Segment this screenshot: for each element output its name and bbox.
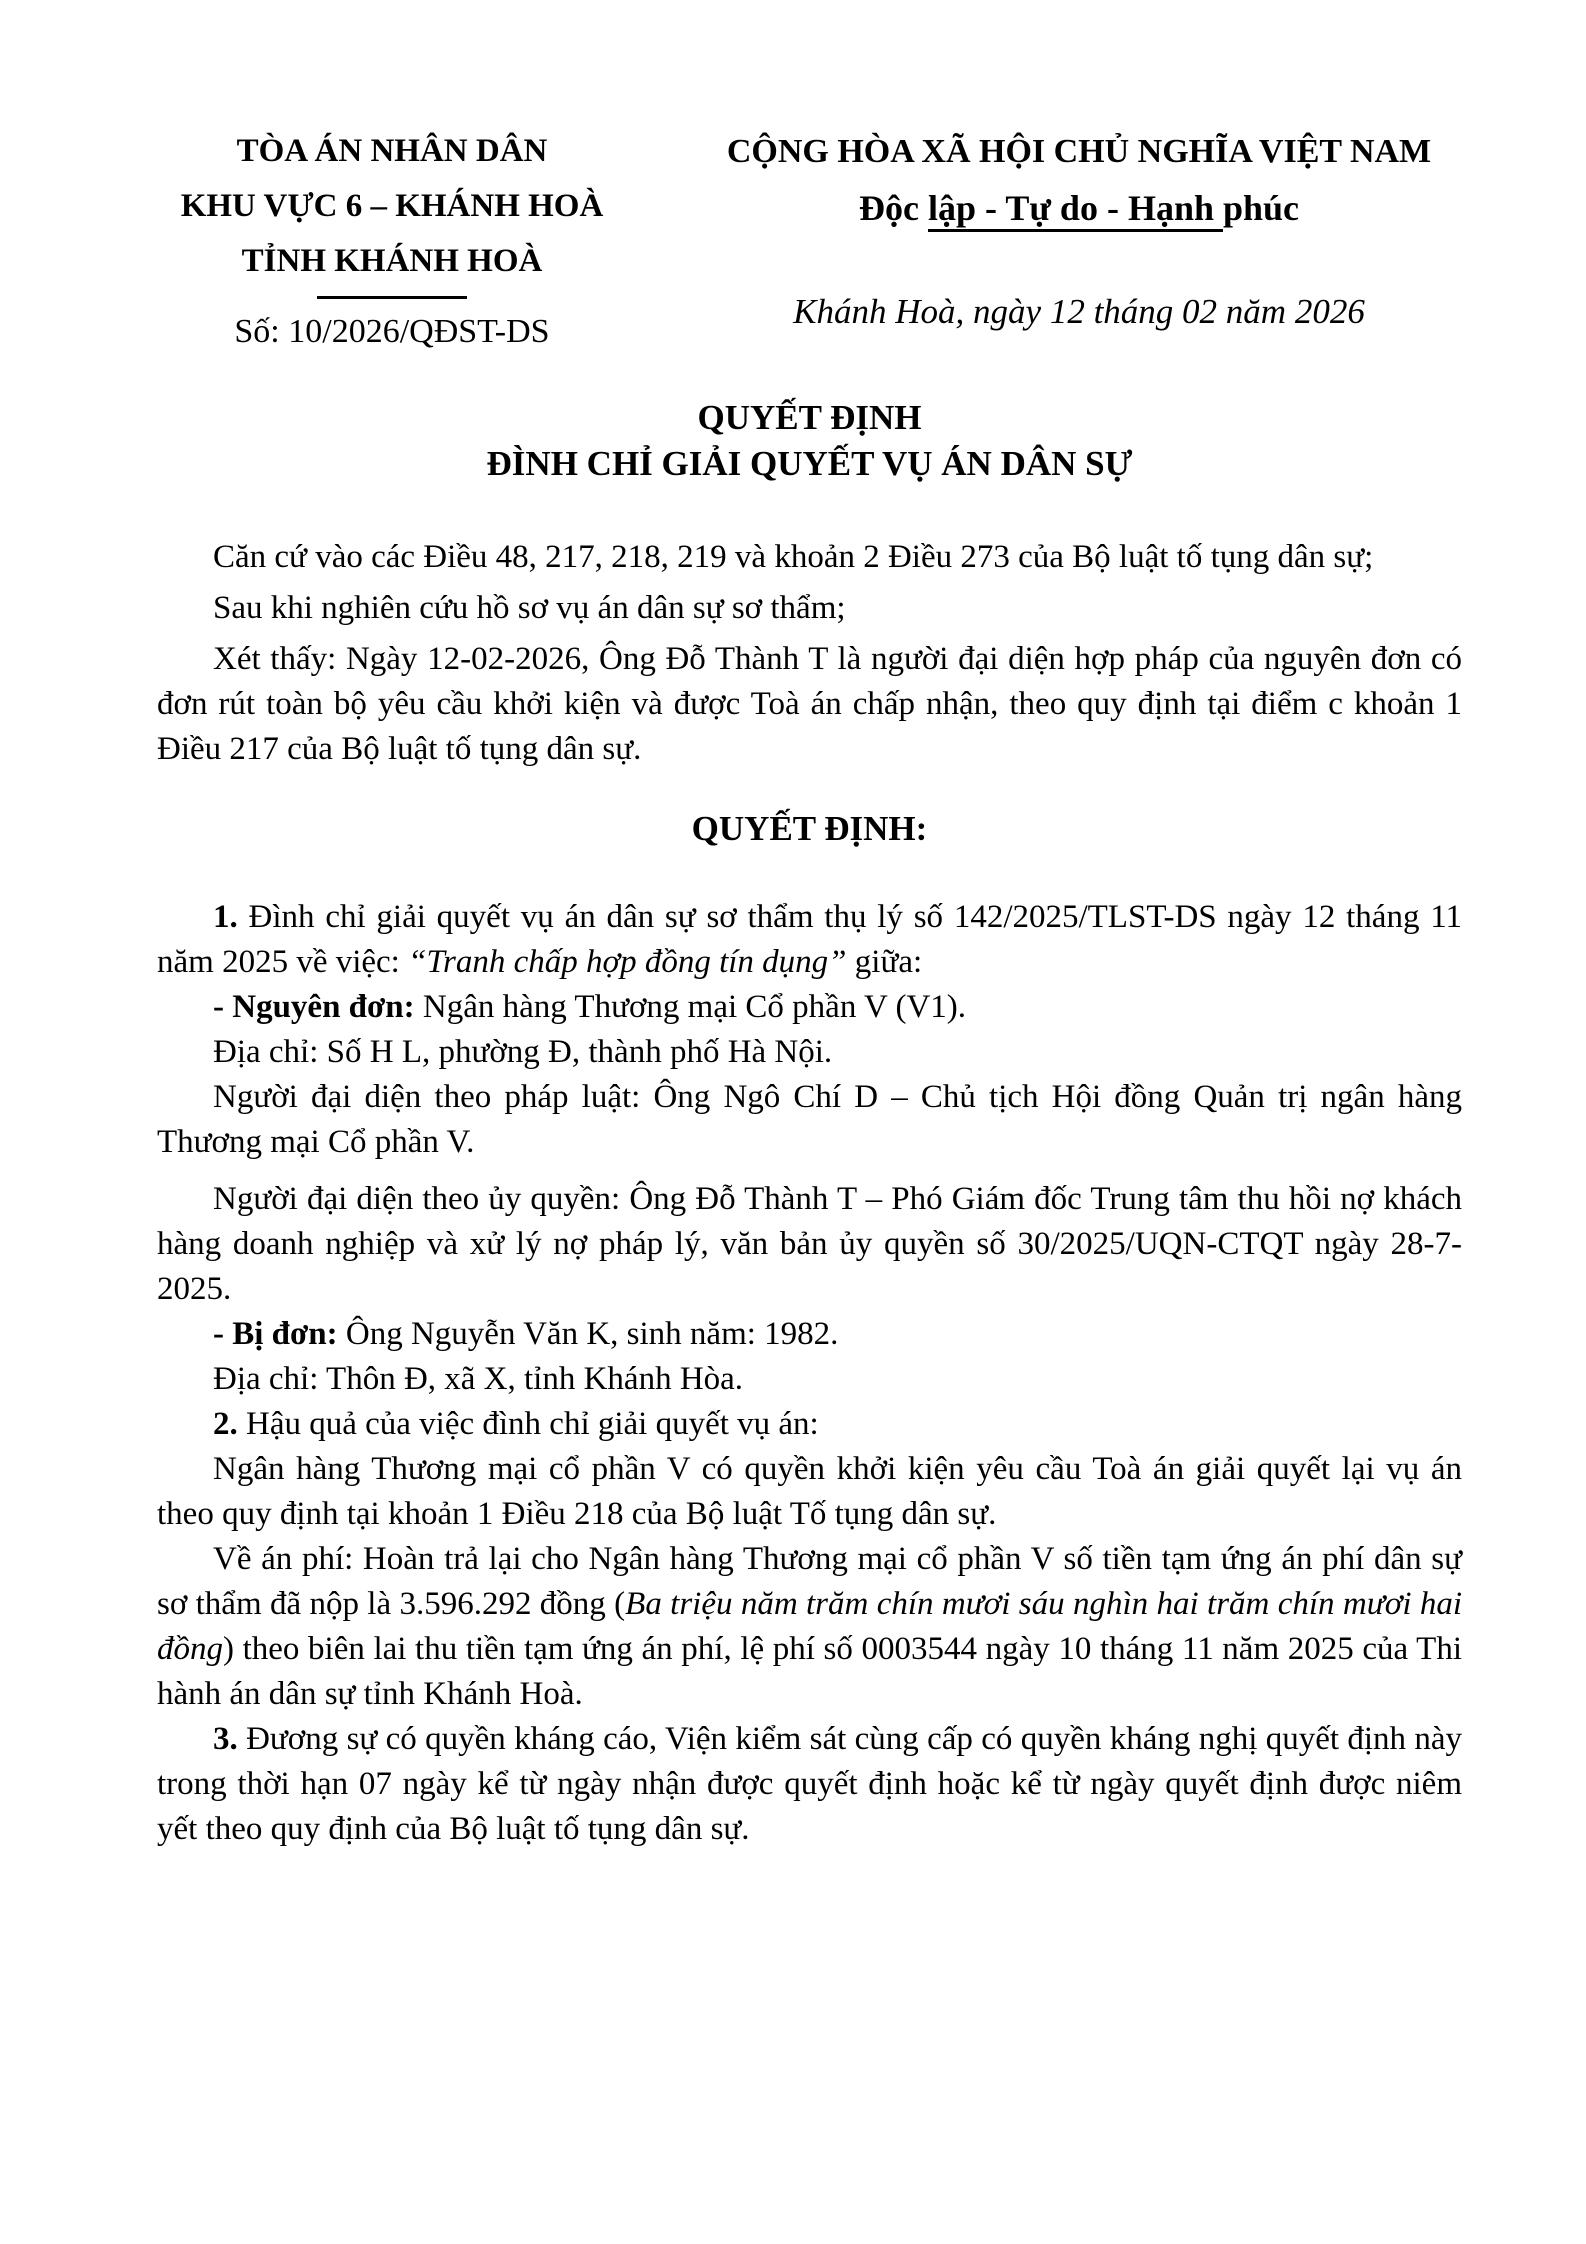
text-run: Ông Nguyễn Văn K, sinh năm: 1982. [337,1316,839,1352]
text-run: Căn cứ vào các Điều 48, 217, 218, 219 và khoản 2 Điều 273 của Bộ luật tố tụng dân sự; [213,539,1374,575]
text-run: Địa chỉ: Số H L, phường Đ, thành phố Hà Nội. [213,1034,833,1070]
paragraph [157,1717,1462,1852]
text-run: - Nguyên đơn: [213,989,415,1025]
text-run: Địa chỉ: Thôn Đ, xã X, tỉnh Khánh Hòa. [213,1361,744,1397]
paragraph [157,1447,1462,1537]
motto-text-end: phúc [1222,188,1300,228]
national-header-block [696,124,1462,333]
document-header [157,124,1462,353]
text-run: Về án phí: Hoàn trả lại cho Ngân hàng Thương mại cổ phần V số tiền tạm ứng án phí dân sự sơ thẩm đã nộp là 3.596.292 đồng ( [157,1541,1462,1622]
paragraph [157,1357,1462,1402]
court-name-line: KHU VỰC 6 – KHÁNH HOÀ [180,188,604,224]
document-number: Số: 10/2026/QĐST-DS [234,313,550,350]
preamble-section [157,535,1462,772]
text-run: Người đại diện theo pháp luật: Ông Ngô Chí D – Chủ tịch Hội đồng Quản trị ngân hàng Thương mại Cổ phần V. [157,1079,1462,1160]
court-name-line: TÒA ÁN NHÂN DÂN [236,133,548,169]
text-run: 1. [213,899,238,935]
text-run: 2. [213,1406,238,1442]
court-name-line: TỈNH KHÁNH HOÀ [241,243,543,279]
document-title-line: ĐÌNH CHỈ GIẢI QUYẾT VỤ ÁN DÂN SỰ [486,444,1133,483]
motto-text-start: Độc [858,188,928,228]
paragraph [157,895,1462,985]
text-run: Hậu quả của việc đình chỉ giải quyết vụ án: [237,1406,819,1442]
text-run: “Tranh chấp hợp đồng tín dụng” [408,944,847,980]
text-run: Ngân hàng Thương mại Cổ phần V (V1). [414,989,967,1025]
document-title-block [157,395,1462,487]
paragraph [157,586,1462,631]
paragraph [157,1312,1462,1357]
text-run: - Bị đơn: [213,1316,338,1352]
paragraph [157,1030,1462,1075]
paragraph [157,1537,1462,1717]
national-motto [696,179,1462,237]
court-underline-rule [317,296,467,299]
text-run: giữa: [846,944,923,980]
paragraph [157,1402,1462,1447]
paragraph [157,535,1462,580]
paragraph [157,637,1462,772]
motto-underlined-text: lập - Tự do - Hạnh [928,188,1223,232]
text-run: Đình chỉ giải quyết vụ án dân sự sơ thẩm thụ lý số 142/2025/TLST-DS ngày 12 tháng 11 năm 2025 về việc: [157,899,1462,980]
decision-heading: QUYẾT ĐỊNH: [691,809,928,848]
text-run: ) theo biên lai thu tiền tạm ứng án phí, lệ phí số 0003544 ngày 10 tháng 11 năm 2025 của Thi hành án dân sự tỉnh Khánh Hoà. [157,1631,1462,1712]
text-run: Đương sự có quyền kháng cáo, Viện kiểm sát cùng cấp có quyền kháng nghị quyết định này trong thời hạn 07 ngày kể từ ngày nhận được quyết định hoặc kể từ ngày quyết định được niêm yết theo quy định của Bộ luật tố tụng dân sự. [157,1721,1462,1847]
court-header-block [157,124,627,353]
paragraph [157,985,1462,1030]
place-date-line: Khánh Hoà, ngày 12 tháng 02 năm 2026 [793,292,1365,331]
text-run: Ba triệu năm trăm chín mươi sáu nghìn hai trăm chín mươi hai đồng [157,1586,1463,1667]
paragraph [157,1177,1462,1312]
text-run: Xét thấy: Ngày 12-02-2026, Ông Đỗ Thành T là người đại diện hợp pháp của nguyên đơn có đơn rút toàn bộ yêu cầu khởi kiện và được Toà án chấp nhận, theo quy định tại điểm c khoản 1 Điều 217 của Bộ luật tố tụng dân sự. [157,641,1462,767]
document-title-line: QUYẾT ĐỊNH [697,398,922,437]
text-run: 3. [213,1721,238,1757]
paragraph [157,1075,1462,1165]
text-run: Người đại diện theo ủy quyền: Ông Đỗ Thành T – Phó Giám đốc Trung tâm thu hồi nợ khách hàng doanh nghiệp và xử lý nợ pháp lý, văn bản ủy quyền số 30/2025/UQN-CTQT ngày 28-7-2025. [157,1181,1462,1307]
decision-section [157,895,1462,1852]
text-run: Ngân hàng Thương mại cổ phần V có quyền khởi kiện yêu cầu Toà án giải quyết lại vụ án theo quy định tại khoản 1 Điều 218 của Bộ luật Tố tụng dân sự. [157,1451,1462,1532]
text-run: Sau khi nghiên cứu hồ sơ vụ án dân sự sơ thẩm; [213,590,846,626]
national-title: CỘNG HÒA XÃ HỘI CHỦ NGHĨA VIỆT NAM [726,133,1432,170]
